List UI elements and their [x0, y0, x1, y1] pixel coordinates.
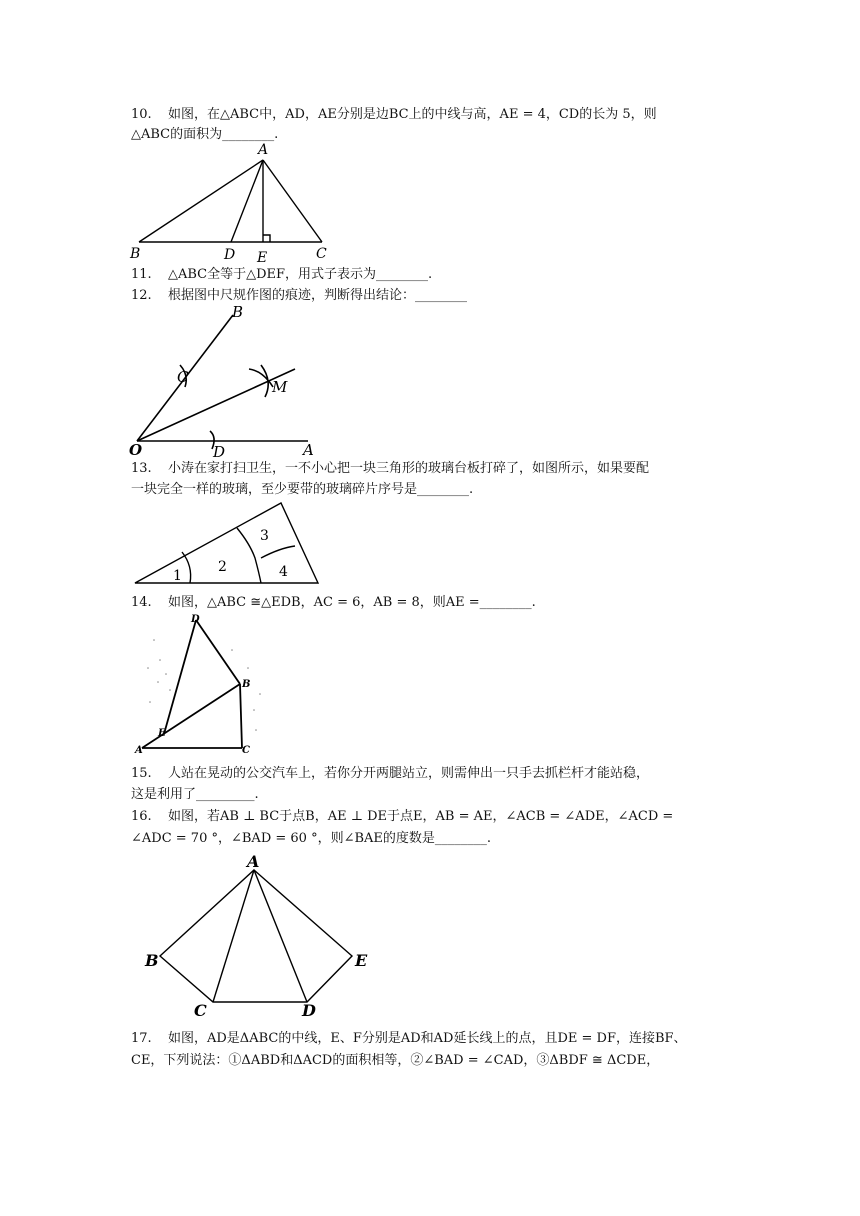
- question-17-line-1: [131, 1031, 687, 1047]
- question-text: 人站在晃动的公交汽车上，若你分开两腿站立，则需伸出一只手去抓栏杆才能站稳，: [168, 766, 650, 781]
- question-text: 如图，若AB ⊥ BC于点B，AE ⊥ DE于点E，AB = AE，∠ACB = ∠ADE，∠ACD =: [168, 809, 674, 824]
- point-label-m: M: [272, 378, 288, 396]
- q13-broken-glass-figure: [125, 498, 325, 588]
- question-number: 14.: [131, 595, 152, 610]
- question-number: 17.: [131, 1031, 152, 1046]
- q16-pentagon-figure: [140, 848, 380, 1020]
- point-label-c: C: [177, 368, 189, 386]
- question-number: 16.: [131, 809, 152, 824]
- question-14: [131, 595, 536, 611]
- point-label-d: D: [213, 443, 226, 458]
- question-15-line-1: [131, 766, 649, 782]
- point-label-o: O: [129, 441, 143, 458]
- vertex-label-c: C: [194, 1001, 207, 1020]
- vertex-label-e: E: [257, 250, 268, 265]
- point-label-b: B: [232, 303, 244, 321]
- vertex-label-d: D: [302, 1001, 316, 1020]
- piece-label-4: 4: [279, 564, 288, 580]
- vertex-label-b: B: [242, 679, 251, 690]
- point-label-a: A: [303, 441, 314, 458]
- piece-label-2: 2: [218, 559, 227, 575]
- piece-label-1: 1: [173, 568, 182, 584]
- question-13-line-1: [131, 461, 649, 477]
- question-text: 如图，AD是ΔABC的中线，E、F分别是AD和AD延长线上的点，且DE = DF，连接BF、: [168, 1031, 687, 1046]
- vertex-label-d: D: [224, 247, 236, 263]
- vertex-label-e: E: [158, 728, 166, 739]
- question-number: 12.: [131, 288, 152, 303]
- vertex-label-c: C: [316, 246, 327, 262]
- vertex-label-b: B: [130, 246, 141, 262]
- question-text: 小涛在家打扫卫生，一不小心把一块三角形的玻璃台板打碎了，如图所示，如果要配: [168, 461, 650, 476]
- vertex-label-d: D: [191, 614, 200, 625]
- question-text: 如图，△ABC ≅△EDB，AC = 6，AB = 8，则AE =________.: [168, 595, 536, 610]
- q10-triangle-figure: [120, 140, 340, 265]
- vertex-label-a: A: [258, 142, 269, 158]
- q14-congruent-triangles-figure: [130, 610, 270, 755]
- question-number: 13.: [131, 461, 152, 476]
- question-17-line-2: [131, 1053, 659, 1069]
- question-12: [131, 288, 467, 304]
- question-number: 10.: [131, 107, 152, 122]
- question-16-line-2: [131, 831, 491, 847]
- question-text: 这是利用了_________.: [131, 787, 259, 802]
- question-text: △ABC的面积为________.: [131, 127, 279, 142]
- question-text: 根据图中尺规作图的痕迹，判断得出结论：________: [168, 288, 468, 303]
- question-text: 如图，在△ABC中，AD，AE分别是边BC上的中线与高，AE = 4，CD的长为 5，则: [168, 107, 657, 122]
- question-number: 15.: [131, 766, 152, 781]
- question-text: ∠ADC = 70 °，∠BAD = 60 °，则∠BAE的度数是________.: [131, 831, 492, 846]
- question-10-line-1: [131, 107, 657, 123]
- question-13-line-2: [131, 482, 473, 498]
- vertex-label-e: E: [355, 951, 368, 970]
- vertex-label-b: B: [145, 951, 159, 970]
- question-11: [131, 267, 432, 283]
- vertex-label-c: C: [242, 745, 250, 755]
- vertex-label-a: A: [135, 745, 143, 755]
- question-text: CE，下列说法：①ΔABD和ΔACD的面积相等，②∠BAD = ∠CAD，③ΔBDF ≅ ΔCDE，: [131, 1053, 660, 1068]
- vertex-label-a: A: [247, 852, 260, 871]
- question-text: △ABC全等于△DEF，用式子表示为________.: [168, 267, 433, 282]
- question-text: 一块完全一样的玻璃，至少要带的玻璃碎片序号是________.: [131, 482, 474, 497]
- piece-label-3: 3: [260, 528, 269, 544]
- question-15-line-2: [131, 787, 259, 803]
- question-number: 11.: [131, 267, 152, 282]
- q12-compass-construction-figure: [125, 303, 325, 458]
- question-16-line-1: [131, 809, 673, 825]
